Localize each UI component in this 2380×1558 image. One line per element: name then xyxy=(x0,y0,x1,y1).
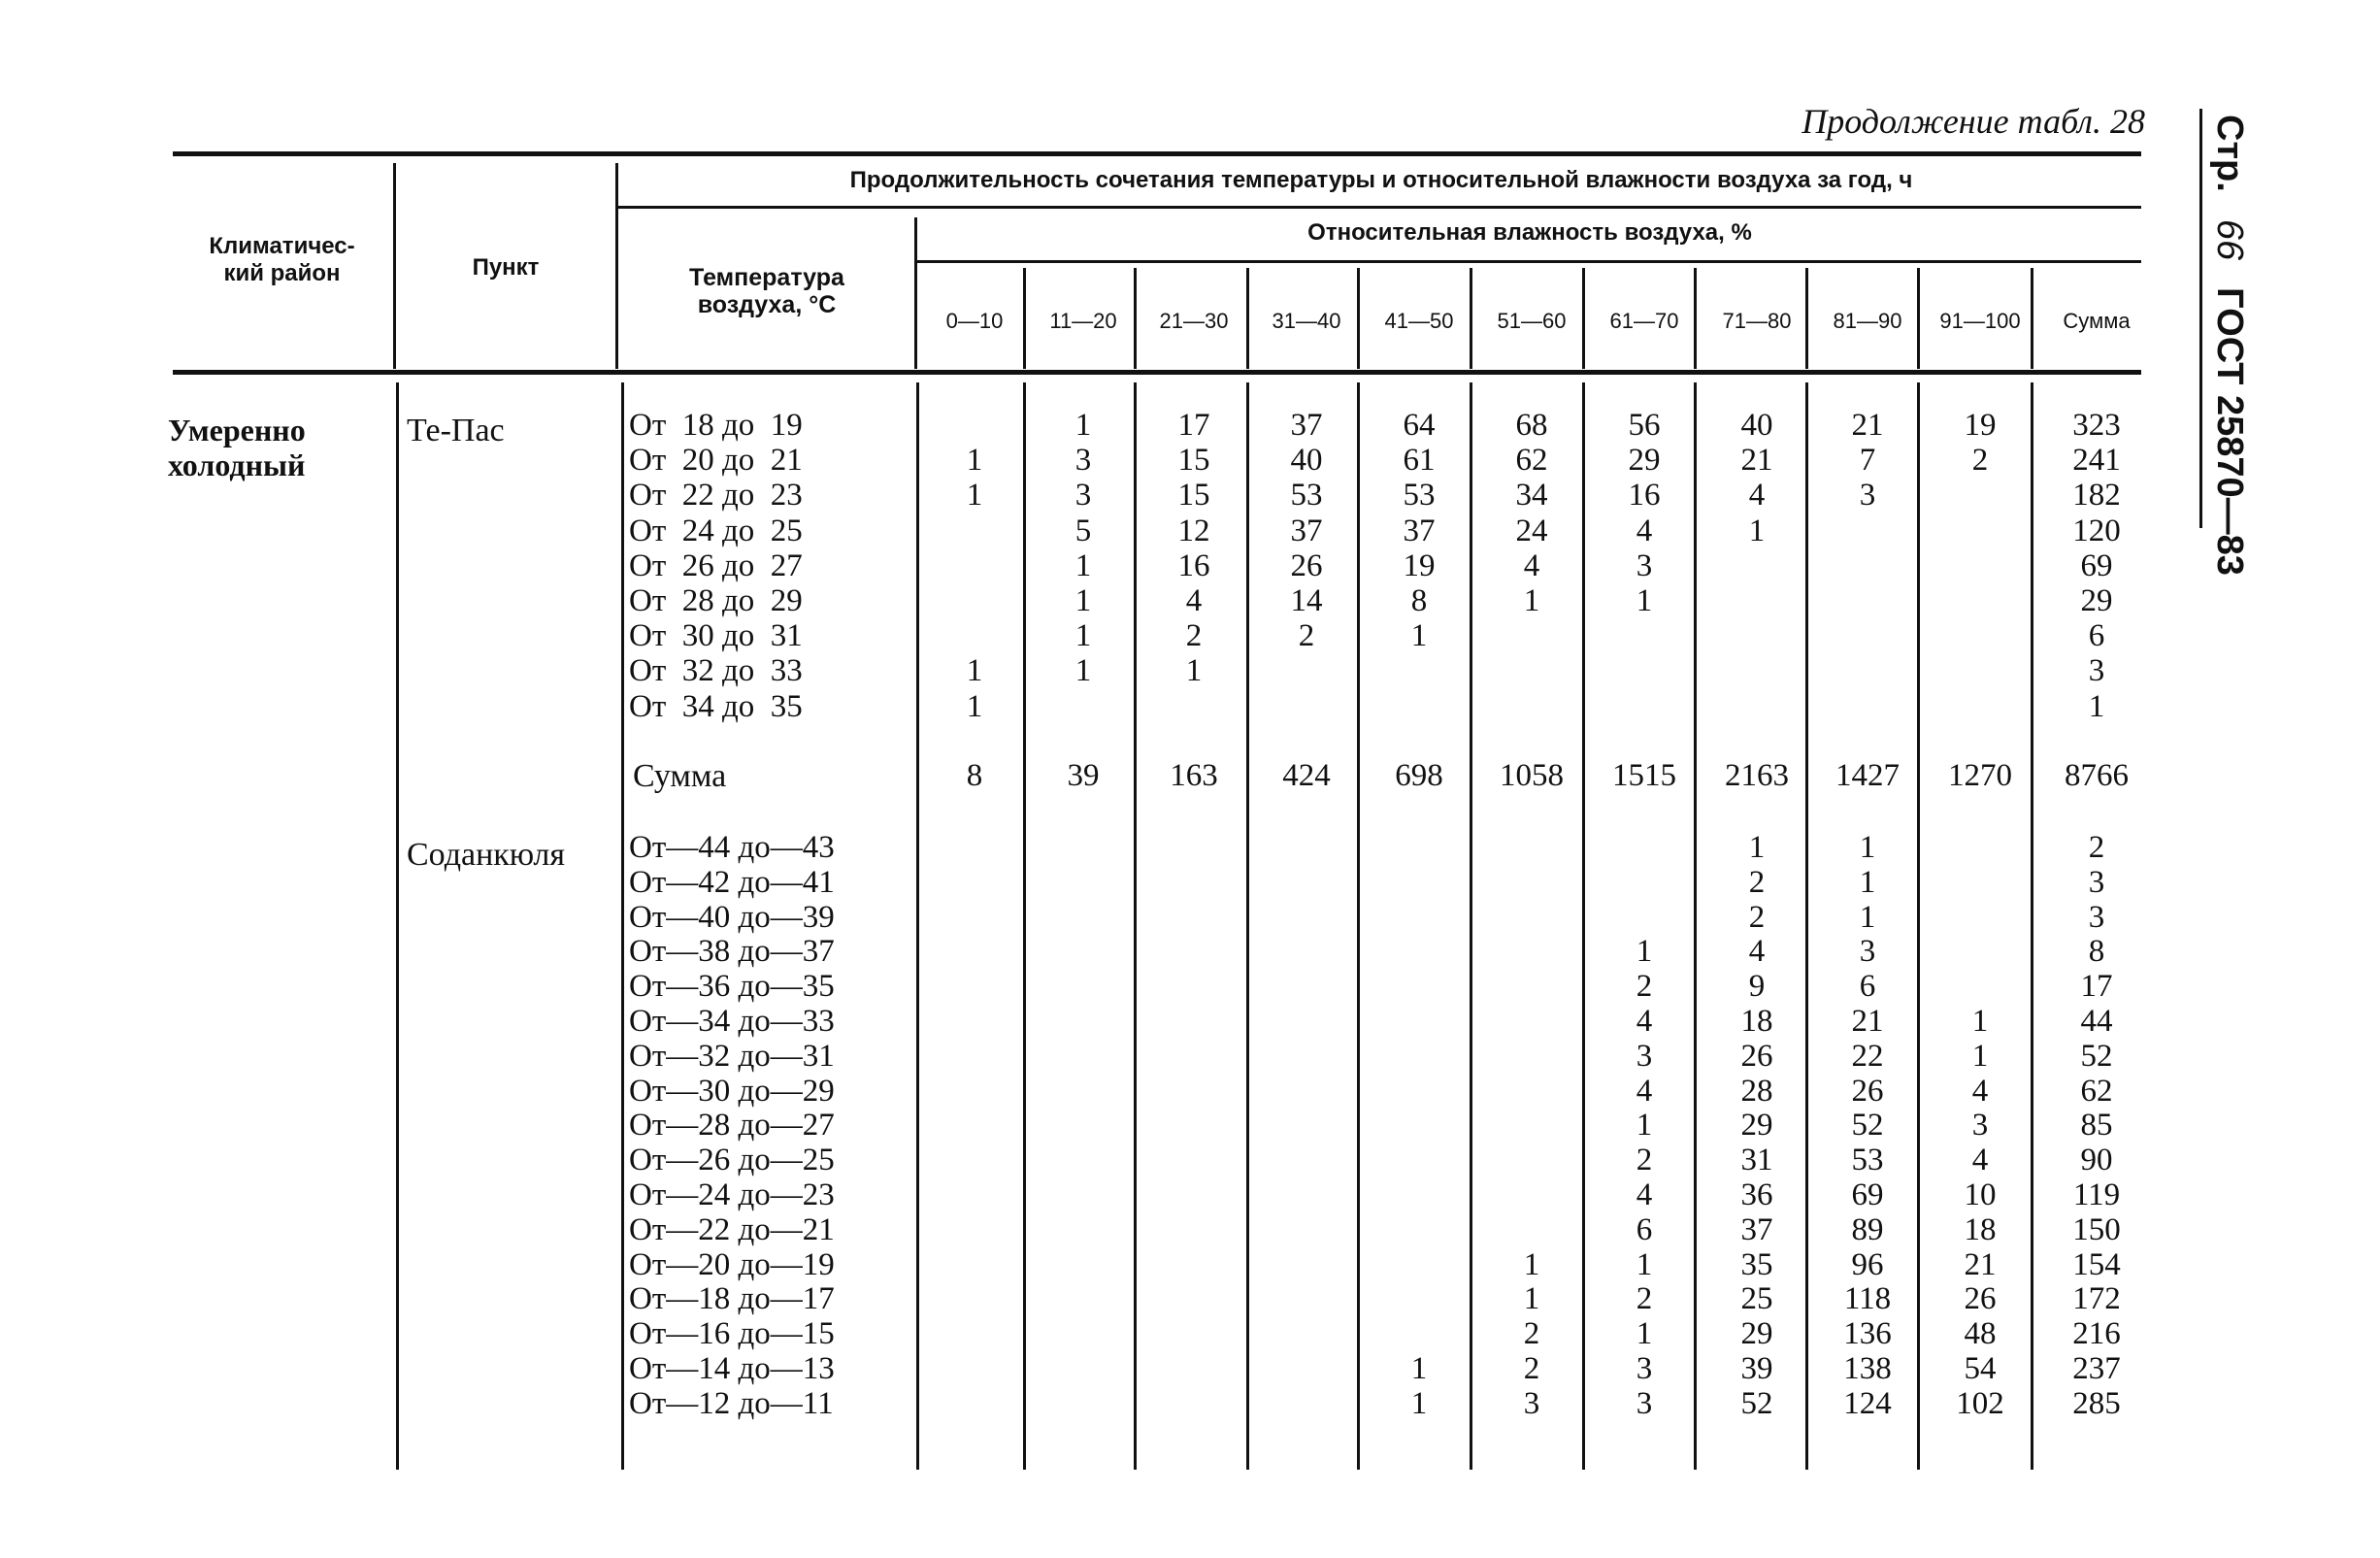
table-cell: 150 xyxy=(2072,1211,2121,1247)
station-name: Соданкюля xyxy=(407,837,565,873)
page-number: 66 xyxy=(2209,218,2250,261)
table-cell: 4 xyxy=(1748,478,1766,514)
temperature-range: От—14 до—13 xyxy=(629,1351,835,1386)
table-cell: 69 xyxy=(1851,1177,1884,1212)
table-cell: 163 xyxy=(1170,758,1218,793)
temperature-range: От—12 до—11 xyxy=(629,1385,834,1421)
table-cell: 8 xyxy=(1410,583,1428,618)
table-cell: 1 xyxy=(1748,513,1766,548)
table-cell: 39 xyxy=(1740,1351,1773,1386)
table-cell: 3 xyxy=(1074,443,1092,479)
column-header: 61—70 xyxy=(1609,309,1679,333)
table-cell: 48 xyxy=(1964,1316,1997,1352)
table-cell: 40 xyxy=(1740,408,1773,443)
column-header: 51—60 xyxy=(1497,309,1567,333)
vertical-rule xyxy=(914,217,917,369)
table-cell: 18 xyxy=(1740,1004,1773,1039)
table-cell: 31 xyxy=(1740,1143,1773,1178)
column-header: 91—100 xyxy=(1939,309,2021,333)
temperature-range: От—40 до—39 xyxy=(629,899,835,935)
table-cell: 1 xyxy=(966,443,983,479)
table-cell: 4 xyxy=(1636,1004,1653,1039)
table-cell: 7 xyxy=(1859,443,1876,479)
table-cell: 37 xyxy=(1740,1211,1773,1247)
table-cell: 1 xyxy=(1748,830,1766,865)
table-cell: 1515 xyxy=(1612,758,1676,793)
table-cell: 1 xyxy=(1636,1246,1653,1282)
table-cell: 2 xyxy=(1748,864,1766,900)
vertical-rule xyxy=(1805,382,1808,1470)
table-cell: 85 xyxy=(2080,1108,2113,1144)
table-cell: 1 xyxy=(966,653,983,689)
column-header: 0—10 xyxy=(945,309,1004,333)
table-cell: 1 xyxy=(1523,1246,1540,1282)
vertical-rule xyxy=(1023,382,1026,1470)
table-cell: 69 xyxy=(2080,547,2113,583)
table-cell: 2163 xyxy=(1725,758,1789,793)
table-cell: 1 xyxy=(1859,830,1876,865)
table-cell: 25 xyxy=(1740,1281,1773,1317)
table-cell: 237 xyxy=(2072,1351,2121,1386)
table-cell: 37 xyxy=(1290,513,1323,548)
table-cell: 6 xyxy=(2088,618,2105,654)
table-cell: 4 xyxy=(1748,934,1766,970)
table-cell: 154 xyxy=(2072,1246,2121,1282)
table-cell: 3 xyxy=(1523,1385,1540,1421)
table-cell: 44 xyxy=(2080,1004,2113,1039)
vertical-rule xyxy=(621,382,624,1470)
table-cell: 1 xyxy=(1859,864,1876,900)
header-point: Пункт xyxy=(472,254,540,281)
table-cell: 1058 xyxy=(1500,758,1564,793)
header-humidity: Относительная влажность воздуха, % xyxy=(1307,219,1752,246)
table-cell: 3 xyxy=(2088,899,2105,935)
table-cell: 1 xyxy=(1636,934,1653,970)
table-cell: 8 xyxy=(2088,934,2105,970)
temperature-range: От—24 до—23 xyxy=(629,1177,835,1212)
table-cell: 2 xyxy=(1971,443,1989,479)
table-cell: 2 xyxy=(1636,969,1653,1005)
table-cell: 26 xyxy=(1290,547,1323,583)
table-cell: 29 xyxy=(1740,1108,1773,1144)
side-label xyxy=(2208,115,2250,603)
table-cell: 53 xyxy=(1851,1143,1884,1178)
table-cell: 2 xyxy=(1636,1143,1653,1178)
table-cell: 4 xyxy=(1971,1143,1989,1178)
side-divider xyxy=(2199,109,2202,528)
table-cell: 3 xyxy=(1636,1038,1653,1074)
table-cell: 24 xyxy=(1515,513,1548,548)
table-cell: 3 xyxy=(1859,478,1876,514)
table-cell: 29 xyxy=(2080,583,2113,618)
table-cell: 29 xyxy=(1628,443,1661,479)
table-cell: 6 xyxy=(1859,969,1876,1005)
table-cell: 2 xyxy=(1298,618,1315,654)
table-cell: 14 xyxy=(1290,583,1323,618)
vertical-rule xyxy=(1134,382,1137,1470)
table-cell: 6 xyxy=(1636,1211,1653,1247)
column-header: 31—40 xyxy=(1272,309,1341,333)
vertical-rule xyxy=(615,163,618,369)
table-cell: 1 xyxy=(1074,618,1092,654)
table-cell: 89 xyxy=(1851,1211,1884,1247)
table-cell: 21 xyxy=(1851,408,1884,443)
table-cell: 241 xyxy=(2072,443,2121,479)
table-cell: 1 xyxy=(1410,1351,1428,1386)
table-cell: 102 xyxy=(1956,1385,2004,1421)
table-cell: 3 xyxy=(1636,1385,1653,1421)
vertical-rule xyxy=(2031,382,2033,1470)
table-cell: 3 xyxy=(2088,864,2105,900)
temperature-range: От 30 до 31 xyxy=(629,618,803,654)
table-cell: 29 xyxy=(1740,1316,1773,1352)
table-cell: 4 xyxy=(1523,547,1540,583)
table-cell: 4 xyxy=(1636,1073,1653,1109)
table-cell: 53 xyxy=(1403,478,1436,514)
table-cell: 216 xyxy=(2072,1316,2121,1352)
temperature-range: От—16 до—15 xyxy=(629,1316,835,1352)
table-cell: 1 xyxy=(1636,1108,1653,1144)
table-cell: 21 xyxy=(1964,1246,1997,1282)
table-cell: 4 xyxy=(1636,513,1653,548)
table-cell: 17 xyxy=(1177,408,1210,443)
table-cell: 12 xyxy=(1177,513,1210,548)
table-cell: 4 xyxy=(1971,1073,1989,1109)
table-cell: 10 xyxy=(1964,1177,1997,1212)
temperature-range: От—28 до—27 xyxy=(629,1108,835,1144)
table-cell: 68 xyxy=(1515,408,1548,443)
table-cell: 2 xyxy=(2088,830,2105,865)
table-cell: 28 xyxy=(1740,1073,1773,1109)
table-cell: 19 xyxy=(1403,547,1436,583)
table-cell: 5 xyxy=(1074,513,1092,548)
temperature-range: От 24 до 25 xyxy=(629,513,803,548)
table-cell: 53 xyxy=(1290,478,1323,514)
table-cell: 1270 xyxy=(1948,758,2012,793)
table-cell: 119 xyxy=(2072,1177,2121,1212)
temperature-range: От—26 до—25 xyxy=(629,1143,835,1178)
table-cell: 17 xyxy=(2080,969,2113,1005)
temperature-range: От—22 до—21 xyxy=(629,1211,835,1247)
table-cell: 124 xyxy=(1843,1385,1892,1421)
vertical-rule xyxy=(916,382,919,1470)
header-bottom-rule xyxy=(173,370,2141,375)
table-cell: 1 xyxy=(1636,1316,1653,1352)
vertical-rule xyxy=(1357,382,1360,1470)
table-cell: 35 xyxy=(1740,1246,1773,1282)
temperature-range: От 26 до 27 xyxy=(629,547,803,583)
temperature-range: От—30 до—29 xyxy=(629,1073,835,1109)
region-label: Умеренно холодный xyxy=(168,413,306,482)
table-cell: 90 xyxy=(2080,1143,2113,1178)
table-cell: 64 xyxy=(1403,408,1436,443)
table-cell: 62 xyxy=(1515,443,1548,479)
table-cell: 18 xyxy=(1964,1211,1997,1247)
table-cell: 1 xyxy=(1185,653,1203,689)
column-header: Сумма xyxy=(2063,309,2131,333)
table-cell: 1 xyxy=(1410,1385,1428,1421)
table-top-rule xyxy=(173,151,2141,156)
table-cell: 4 xyxy=(1636,1177,1653,1212)
table-cell: 15 xyxy=(1177,443,1210,479)
table-cell: 285 xyxy=(2072,1385,2121,1421)
table-cell: 37 xyxy=(1403,513,1436,548)
header-top: Продолжительность сочетания температуры и относительной влажности воздуха за год, ч xyxy=(849,167,1913,193)
table-cell: 16 xyxy=(1628,478,1661,514)
table-cell: 424 xyxy=(1282,758,1331,793)
humidity-header-rule xyxy=(914,260,2141,263)
table-cell: 182 xyxy=(2072,478,2121,514)
table-cell: 39 xyxy=(1067,758,1100,793)
table-cell: 138 xyxy=(1843,1351,1892,1386)
table-caption: Продолжение табл. 28 xyxy=(1802,102,2145,141)
table-cell: 1 xyxy=(1859,899,1876,935)
table-cell: 19 xyxy=(1964,408,1997,443)
table-cell: 1427 xyxy=(1835,758,1900,793)
table-cell: 52 xyxy=(1851,1108,1884,1144)
table-cell: 21 xyxy=(1740,443,1773,479)
temperature-range: От 20 до 21 xyxy=(629,443,803,479)
vertical-rule xyxy=(396,382,399,1470)
temperature-range: От—36 до—35 xyxy=(629,969,835,1005)
table-cell: 1 xyxy=(1074,653,1092,689)
table-cell: 26 xyxy=(1740,1038,1773,1074)
temperature-range: От—38 до—37 xyxy=(629,934,835,970)
table-cell: 2 xyxy=(1636,1281,1653,1317)
table-cell: 34 xyxy=(1515,478,1548,514)
table-cell: 1 xyxy=(966,688,983,724)
temperature-range: От 18 до 19 xyxy=(629,408,803,443)
table-cell: 1 xyxy=(966,478,983,514)
table-cell: 1 xyxy=(1523,583,1540,618)
vertical-rule xyxy=(1246,382,1249,1470)
table-cell: 118 xyxy=(1843,1281,1892,1317)
table-cell: 26 xyxy=(1964,1281,1997,1317)
column-header: 41—50 xyxy=(1384,309,1454,333)
table-cell: 40 xyxy=(1290,443,1323,479)
column-header: 81—90 xyxy=(1833,309,1902,333)
vertical-rule xyxy=(1917,382,1920,1470)
table-cell: 26 xyxy=(1851,1073,1884,1109)
table-cell: 1 xyxy=(1971,1038,1989,1074)
total-label: Сумма xyxy=(633,758,727,794)
table-cell: 3 xyxy=(2088,653,2105,689)
temperature-range: От 22 до 23 xyxy=(629,478,803,514)
table-cell: 52 xyxy=(2080,1038,2113,1074)
table-cell: 61 xyxy=(1403,443,1436,479)
table-cell: 172 xyxy=(2072,1281,2121,1317)
standard-number: ГОСТ 25870—83 xyxy=(2209,287,2250,576)
temperature-range: От—20 до—19 xyxy=(629,1246,835,1282)
table-cell: 22 xyxy=(1851,1038,1884,1074)
table-cell: 1 xyxy=(2088,688,2105,724)
table-cell: 37 xyxy=(1290,408,1323,443)
table-cell: 1 xyxy=(1074,583,1092,618)
station-name: Те-Пас xyxy=(407,413,505,448)
table-cell: 4 xyxy=(1185,583,1203,618)
table-cell: 54 xyxy=(1964,1351,1997,1386)
temperature-range: От—18 до—17 xyxy=(629,1281,835,1317)
table-cell: 15 xyxy=(1177,478,1210,514)
table-cell: 8766 xyxy=(2065,758,2129,793)
table-cell: 2 xyxy=(1748,899,1766,935)
temperature-range: От—42 до—41 xyxy=(629,864,835,900)
table-cell: 9 xyxy=(1748,969,1766,1005)
temperature-range: От 28 до 29 xyxy=(629,583,803,618)
table-cell: 1 xyxy=(1636,583,1653,618)
table-cell: 52 xyxy=(1740,1385,1773,1421)
table-cell: 2 xyxy=(1523,1316,1540,1352)
table-cell: 2 xyxy=(1523,1351,1540,1386)
column-header: 11—20 xyxy=(1049,309,1117,333)
vertical-rule xyxy=(1694,382,1697,1470)
table-cell: 3 xyxy=(1636,547,1653,583)
table-cell: 1 xyxy=(1410,618,1428,654)
vertical-rule xyxy=(393,163,396,369)
temperature-range: От—34 до—33 xyxy=(629,1004,835,1039)
table-cell: 16 xyxy=(1177,547,1210,583)
table-cell: 1 xyxy=(1523,1281,1540,1317)
temperature-range: От 32 до 33 xyxy=(629,653,803,689)
table-cell: 8 xyxy=(966,758,983,793)
vertical-rule xyxy=(1470,382,1472,1470)
table-cell: 2 xyxy=(1185,618,1203,654)
table-cell: 62 xyxy=(2080,1073,2113,1109)
table-cell: 120 xyxy=(2072,513,2121,548)
temperature-range: От—32 до—31 xyxy=(629,1038,835,1074)
page-prefix: Стр. xyxy=(2209,115,2250,192)
table-cell: 1 xyxy=(1074,408,1092,443)
vertical-rule xyxy=(1582,382,1585,1470)
table-cell: 323 xyxy=(2072,408,2121,443)
table-cell: 56 xyxy=(1628,408,1661,443)
table-cell: 21 xyxy=(1851,1004,1884,1039)
table-cell: 1 xyxy=(1971,1004,1989,1039)
table-cell: 3 xyxy=(1636,1351,1653,1386)
table-cell: 3 xyxy=(1859,934,1876,970)
table-cell: 96 xyxy=(1851,1246,1884,1282)
table-cell: 1 xyxy=(1074,547,1092,583)
temperature-range: От 34 до 35 xyxy=(629,688,803,724)
header-temperature: Температура воздуха, °С xyxy=(689,264,844,318)
temperature-range: От—44 до—43 xyxy=(629,830,835,865)
table-cell: 36 xyxy=(1740,1177,1773,1212)
table-cell: 3 xyxy=(1971,1108,1989,1144)
top-header-rule xyxy=(615,206,2141,209)
table-cell: 136 xyxy=(1843,1316,1892,1352)
column-header: 71—80 xyxy=(1722,309,1792,333)
table-cell: 698 xyxy=(1395,758,1443,793)
column-header: 21—30 xyxy=(1159,309,1229,333)
header-region: Климатичес- кий район xyxy=(209,233,355,286)
table-cell: 3 xyxy=(1074,478,1092,514)
